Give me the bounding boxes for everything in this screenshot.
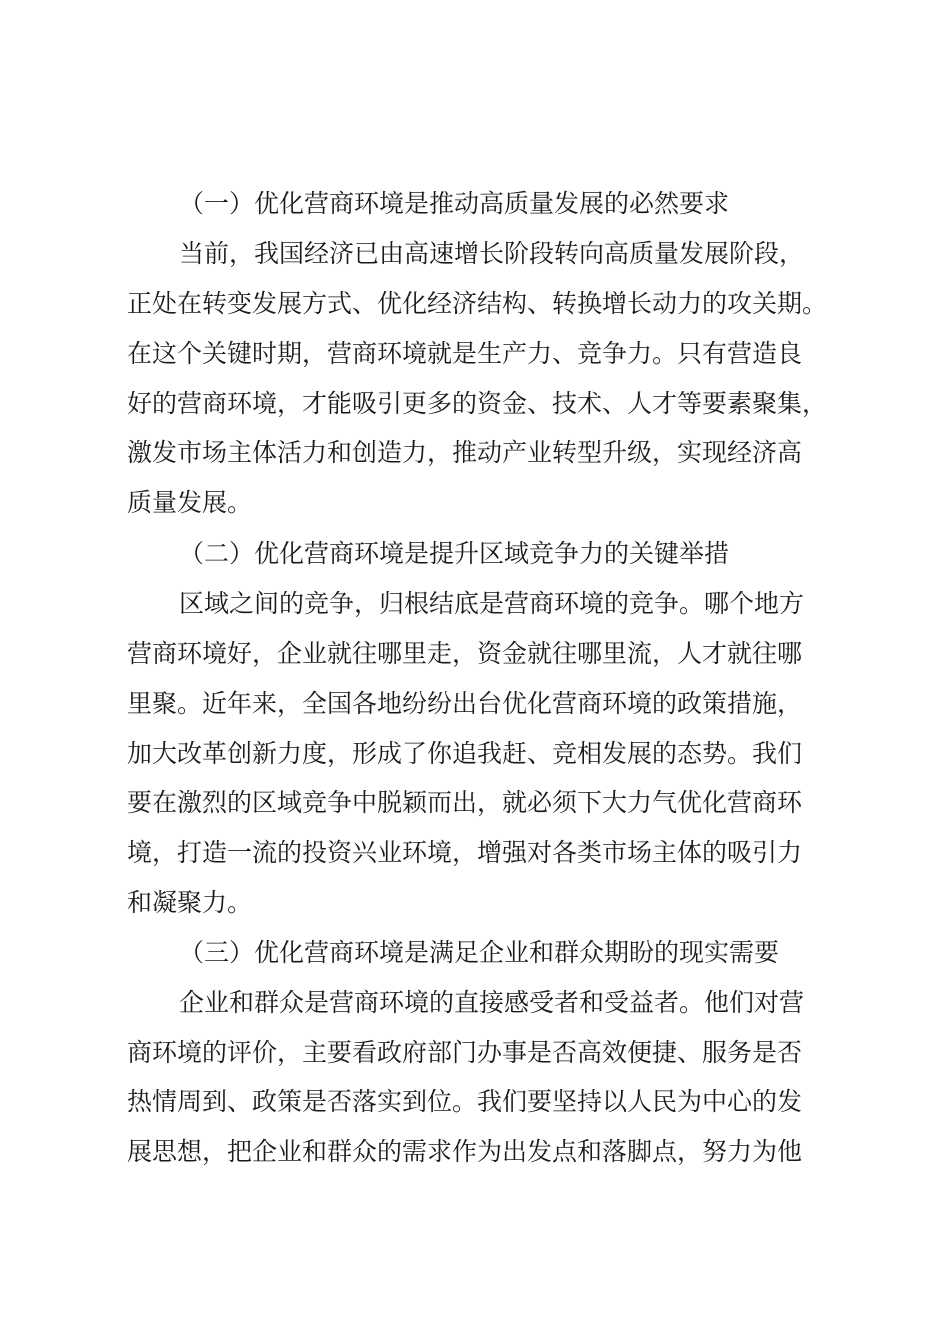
- section-heading-2: （二）优化营商环境是提升区域竞争力的关键举措: [179, 539, 730, 568]
- paragraph-line: 加大改革创新力度，形成了你追我赶、竞相发展的态势。我们: [127, 739, 803, 768]
- paragraph-line: 区域之间的竞争，归根结底是营商环境的竞争。哪个地方: [179, 589, 805, 618]
- paragraph-line: 里聚。近年来，全国各地纷纷出台优化营商环境的政策措施，: [127, 689, 803, 718]
- paragraph-line: 正处在转变发展方式、优化经济结构、转换增长动力的攻关期。: [127, 289, 828, 318]
- paragraph-line: 要在激烈的区域竞争中脱颖而出，就必须下大力气优化营商环: [127, 788, 803, 817]
- paragraph-line: 展思想，把企业和群众的需求作为出发点和落脚点，努力为他: [127, 1137, 803, 1166]
- paragraph-line: 在这个关键时期，营商环境就是生产力、竞争力。只有营造良: [127, 339, 803, 368]
- paragraph-line: 热情周到、政策是否落实到位。我们要坚持以人民为中心的发: [127, 1087, 803, 1116]
- paragraph-line: 好的营商环境，才能吸引更多的资金、技术、人才等要素聚集，: [127, 389, 828, 418]
- paragraph-line: 和凝聚力。: [127, 888, 253, 917]
- paragraph-line: 境，打造一流的投资兴业环境，增强对各类市场主体的吸引力: [127, 838, 803, 867]
- section-heading-1: （一）优化营商环境是推动高质量发展的必然要求: [179, 189, 730, 218]
- section-heading-3: （三）优化营商环境是满足企业和群众期盼的现实需要: [179, 938, 780, 967]
- paragraph-line: 质量发展。: [127, 488, 253, 517]
- paragraph-line: 商环境的评价，主要看政府部门办事是否高效便捷、服务是否: [127, 1038, 803, 1067]
- paragraph-line: 激发市场主体活力和创造力，推动产业转型升级，实现经济高: [127, 438, 803, 467]
- paragraph-line: 营商环境好，企业就往哪里走，资金就往哪里流，人才就往哪: [127, 639, 803, 668]
- paragraph-line: 当前，我国经济已由高速增长阶段转向高质量发展阶段，: [179, 239, 805, 268]
- paragraph-line: 企业和群众是营商环境的直接感受者和受益者。他们对营: [179, 988, 805, 1017]
